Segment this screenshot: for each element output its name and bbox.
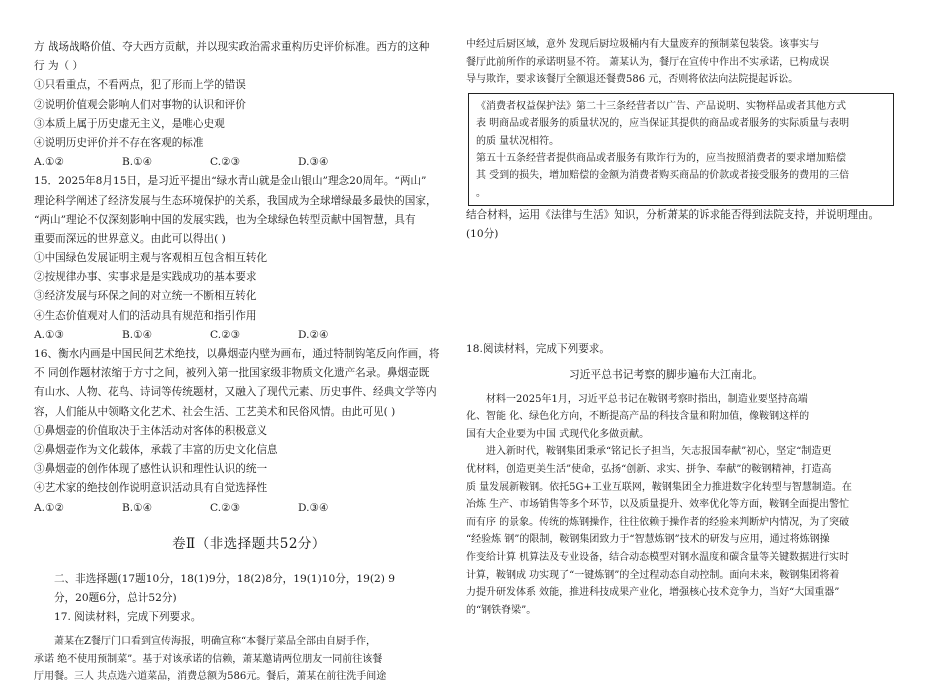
q18-material-line: 力提升研发体系 效能，推进科技成果产业化，增强核心技术竞争力，当好“大国重器”: [466, 587, 840, 599]
q15-option-a[interactable]: A.①③: [34, 328, 65, 341]
q15-option-d[interactable]: D.②④: [298, 328, 329, 341]
q15-line: 重要而深远的世界意义。由此可以得出( ): [34, 232, 226, 245]
q15-option-b[interactable]: B.①④: [122, 328, 153, 341]
q16-options: [34, 499, 440, 518]
law-line: 第五十五条经营者提供商品或者服务有欺诈行为的，应当按照消费者的要求增加赔偿: [476, 152, 846, 164]
q17-heading: 17. 阅读材料，完成下列要求。: [54, 611, 202, 624]
q18-heading: 18.阅读材料，完成下列要求。: [466, 342, 610, 355]
q14-item: ④说明历史评价并不存在客观的标准: [34, 136, 204, 149]
q14-item: ③本质上属于历史虚无主义，是唯心史观: [34, 117, 225, 130]
q16-option-a[interactable]: A.①②: [34, 501, 65, 514]
q16-option-d[interactable]: D.③④: [298, 501, 329, 514]
law-line: 《消费者权益保护法》第二十三条经营者以广告、产品说明、实物样品或者其他方式: [476, 100, 846, 112]
q18-material-line: 作变给计算 机算法及专业设备，结合动态模型对钢水温度和碳含量等关键数据进行实时: [466, 552, 850, 564]
q17-material-line: 承诺 绝不使用预制菜”。基于对该承诺的信赖，萧某邀请两位朋友一同前往该餐: [34, 653, 383, 665]
q16-line: 16、衡水内画是中国民间艺术绝技，以鼻烟壶内壁为画布，通过特制钩笔反向作画，将: [34, 348, 440, 360]
q17-material-line: 厅用餐。三人 共点选六道菜品，消费总额为586元。餐后，萧某在前往洗手间途: [34, 671, 387, 683]
q15-options: [34, 326, 440, 345]
answer-space[interactable]: [466, 245, 896, 340]
law-line: 表 明商品或者服务的质量状况的，应当保证其提供的商品或者服务的实际质量与表明: [476, 118, 850, 130]
q14-line: 方 战场战略价值、夺大西方贡献，并以现实政治需求重构历史评价标准。西方的这种: [34, 41, 430, 53]
law-line: 的质 量状况相符。: [476, 135, 560, 147]
q16-line: 不 同创作题材浓缩于方寸之间，被列入第一批国家级非物质文化遗产名录。鼻烟壶既: [34, 367, 430, 380]
q16-option-b[interactable]: B.①④: [122, 501, 153, 514]
q17-material-line: 餐厅此前所作的承诺明显不符。 萧某认为，餐厅在宣传中作出不实承诺，已构成误: [466, 56, 830, 68]
q18-material-line: 材料一2025年1月，习近平总书记在鞍钢考察时指出，制造业要坚持高端: [486, 393, 808, 405]
q17-material-line: 萧某在Z餐厅门口看到宣传海报，明确宣称“本餐厅菜品全部由自厨手作，: [54, 636, 377, 648]
q17-material-line: 导与欺诈，要求该餐厅全额退还餐费586 元，否则将依法向法院提起诉讼。: [466, 74, 799, 86]
q16-item: ②鼻烟壶作为文化载体，承载了丰富的历史文化信息: [34, 443, 278, 456]
q18-material-line: 优材料，创造更美生活”使命，弘扬“创新、求实、拼争、奉献”的鞍钢精神，打造高: [466, 464, 832, 476]
q17-material-line: 中经过后厨区域，意外 发现后厨垃圾桶内有大量废弃的预制菜包装袋。该事实与: [466, 39, 820, 50]
q15-item: ①中国绿色发展证明主观与客观相互包含相互转化: [34, 252, 268, 265]
section-title: 卷Ⅱ（非选择题共52分）: [172, 535, 326, 552]
q16-item: ③鼻烟壶的创作体现了感性认识和理性认识的统一: [34, 463, 268, 476]
q15-line: “两山”理论不仅深刻影响中国的发展实践，也为全球绿色转型贡献中国智慧，具有: [34, 213, 416, 226]
q14-options: [34, 153, 440, 172]
q16-item: ④艺术家的绝技创作说明意识活动具有自觉选择性: [34, 482, 268, 495]
q16-line: 有山水、人物、花鸟、诗词等传统题材，又融入了现代元素、历史事件、经典文学等内: [34, 386, 437, 399]
q18-material-line: 的“钢铁脊梁”。: [466, 604, 537, 616]
q15-line: 15．2025年8月15日，是习近平提出“绿水青山就是金山银山”理念20周年。“两山”: [34, 175, 427, 188]
q16-item: ①鼻烟壶的价值取决于主体活动对客体的积极意义: [34, 424, 268, 437]
q18-material-title: 习近平总书记考察的脚步遍布大江南北。: [568, 367, 764, 381]
q18-material-line: 而有序 的景象。传统的炼钢操作，往往依赖于操作者的经验来判断炉内情况，为了突破: [466, 516, 850, 528]
q14-option-b[interactable]: B.①④: [122, 156, 153, 169]
law-line: 。: [476, 187, 486, 199]
q16-option-c[interactable]: C.②③: [210, 501, 241, 514]
q15-item: ③经济发展与环保之间的对立统一不断相互转化: [34, 290, 257, 303]
q14-option-d[interactable]: D.③④: [298, 156, 329, 169]
q16-line: 容，人们能从中领略文化艺术、社会生活、工艺美术和民俗风情。由此可见( ): [34, 405, 396, 418]
part2-instructions: 二、非选择题(17题10分，18(1)9分，18(2)8分，19(1)10分，19(2) 9: [54, 572, 396, 585]
q18-material-line: 计算，鞍钢成 功实现了“一键炼钢”的全过程动态自动控制。面向未来，鞍钢集团将着: [466, 569, 840, 581]
q18-material-line: “经验炼 钢”的限制，鞍钢集团致力于“智慧炼钢”技术的研发与应用，通过将炼钢操: [466, 534, 830, 546]
q17-task: (10分): [466, 228, 499, 241]
q14-item: ①只看重点，不看两点，犯了形而上学的错误: [34, 79, 246, 92]
part2-instructions: 分，20题6分，总计52分): [54, 591, 177, 604]
q14-option-c[interactable]: C.②③: [210, 156, 241, 169]
q14-line: 行 为（ ）: [34, 60, 84, 73]
law-line: 其 受到的损失，增加赔偿的金额为消费者购买商品的价款或者接受服务的费用的三倍: [476, 170, 850, 182]
right-column: [466, 36, 896, 619]
q15-item: ②按规律办事、实事求是是实践成功的基本要求: [34, 271, 257, 284]
q18-material-line: 化、智能 化、绿色化方向，不断提高产品的科技含量和附加值，像鞍钢这样的: [466, 411, 810, 423]
q14-option-a[interactable]: A.①②: [34, 156, 65, 169]
left-column: [34, 38, 440, 686]
law-excerpt-box: [468, 93, 894, 206]
q18-material-line: 国有大企业要为中国 式现代化多做贡献。: [466, 428, 650, 440]
q17-task: 结合材料，运用《法律与生活》知识，分析萧某的诉求能否得到法院支持，并说明理由。: [466, 209, 880, 222]
q15-option-c[interactable]: C.②③: [210, 328, 241, 341]
q15-line: 理论科学阐述了经济发展与生态环境保护的关系，我国成为全球增绿最多最快的国家，: [34, 194, 437, 207]
q14-item: ②说明价值观会影响人们对事物的认识和评价: [34, 98, 246, 111]
q18-material-line: 质 量发展新鞍钢。依托5G+工业互联网，鞍钢集团全力推进数字化转型与智慧制造。在: [466, 481, 852, 493]
q18-material-line: 进入新时代，鞍钢集团秉承“铭记长子担当，矢志报国奉献”初心，坚定“制造更: [486, 446, 832, 458]
q15-item: ④生态价值观对人们的活动具有规范和指引作用: [34, 309, 257, 322]
q18-material-line: 冶炼 生产、市场销售等多个环节，以及质量提升、效率优化等方面，鞍钢全面提出警忙: [466, 499, 850, 511]
